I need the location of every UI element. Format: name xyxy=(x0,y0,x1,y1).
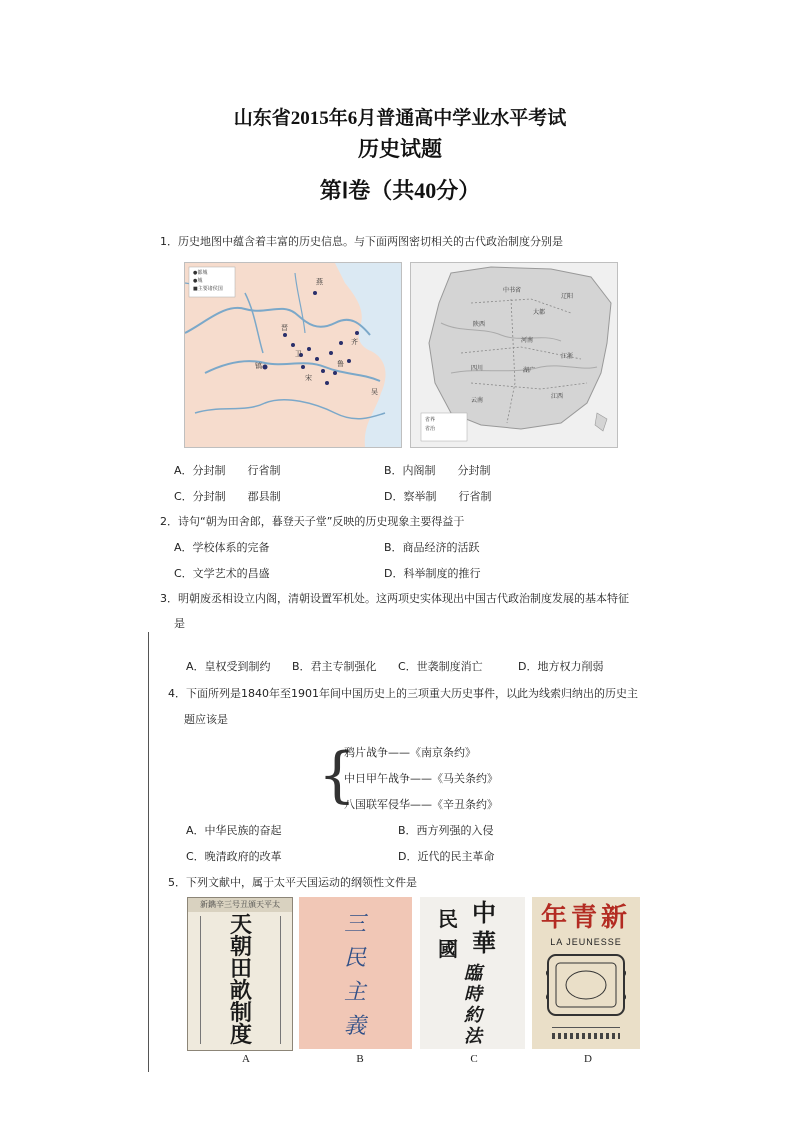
map-label: 燕 xyxy=(316,278,323,286)
book-a-char: 朝 xyxy=(229,934,252,959)
book-a-char: 田 xyxy=(229,956,252,981)
book-c-char: 臨 xyxy=(464,963,482,983)
q4-option-a: A．中华民族的奋起 xyxy=(186,824,282,837)
page-margin-line xyxy=(148,632,149,1072)
book-c-char: 中 xyxy=(472,901,496,927)
right-legend-item: 省界 xyxy=(425,417,436,423)
map-label: 镐 xyxy=(255,362,262,370)
book-d-title: 新青年 xyxy=(540,903,631,932)
map-label: 大都 xyxy=(533,309,546,316)
book-c-char: 華 xyxy=(472,931,496,957)
book-a-char: 天 xyxy=(229,912,252,937)
map-label: 云南 xyxy=(471,397,484,404)
map-label: 江西 xyxy=(551,393,564,400)
map-label: 辽阳 xyxy=(561,293,574,300)
brace: { xyxy=(318,740,357,810)
exam-title: 山东省2015年6月普通高中学业水平考试 xyxy=(233,108,567,129)
q2-option-a: A．学校体系的完备 xyxy=(174,541,270,554)
book-a-char: 畝 xyxy=(229,978,252,1003)
question-4-stem-line2: 题应该是 xyxy=(184,713,228,726)
q1-option-d: D．察举制 行省制 xyxy=(384,490,492,503)
right-legend-item: 省治 xyxy=(425,426,436,432)
book-b-char: 民 xyxy=(343,945,366,970)
event-item: 鸦片战争——《南京条约》 xyxy=(344,746,476,759)
question-5-stem: 5．下列文献中，属于太平天国运动的纲领性文件是 xyxy=(168,876,417,889)
q2-option-b: B．商品经济的活跃 xyxy=(384,541,480,554)
book-c-side-title: 民國 xyxy=(438,909,458,961)
map-western-zhou xyxy=(184,262,402,448)
book-d-subtitle: LA JEUNESSE xyxy=(550,937,622,947)
q3-option-b: B．君主专制强化 xyxy=(292,660,377,673)
left-legend-item: ■主要诸侯国 xyxy=(193,286,223,292)
map-label: 晋 xyxy=(281,324,288,332)
subject-title: 历史试题 xyxy=(358,137,442,161)
book-c-label: C xyxy=(470,1053,478,1065)
q1-option-c: C．分封制 郡县制 xyxy=(174,490,281,503)
map-label: 中书省 xyxy=(503,287,522,294)
book-cover-b xyxy=(299,897,412,1049)
question-2-stem: 2．诗句“朝为田舍郎，暮登天子堂”反映的历史现象主要得益于 xyxy=(160,515,465,528)
event-item: 中日甲午战争——《马关条约》 xyxy=(344,772,498,785)
map-label: 鲁 xyxy=(337,360,344,368)
question-4-stem-line1: 4．下面所列是1840年至1901年间中国历史上的三项重大历史事件，以此为线索归纳出的历史主 xyxy=(168,687,638,700)
book-b-char: 義 xyxy=(343,1013,366,1038)
q1-option-a: A．分封制 行省制 xyxy=(174,464,281,477)
q4-option-b: B．西方列强的入侵 xyxy=(398,824,494,837)
event-item: 八国联军侵华——《辛丑条约》 xyxy=(344,798,498,811)
book-cover-d xyxy=(532,897,640,1049)
q2-option-d: D．科举制度的推行 xyxy=(384,567,481,580)
map-label: 卫 xyxy=(295,350,302,358)
question-3-stem-line2: 是 xyxy=(174,617,185,630)
q4-option-c: C．晚清政府的改革 xyxy=(186,850,282,863)
q3-option-a: A．皇权受到制约 xyxy=(186,660,271,673)
map-label: 四川 xyxy=(471,365,484,372)
question-3-stem-line1: 3．明朝废丞相设立内阁，清朝设置军机处。这两项史实体现出中国古代政治制度发展的基本特征 xyxy=(160,592,629,605)
book-a-label: A xyxy=(242,1053,250,1065)
left-legend-item: ●都城 xyxy=(193,270,208,276)
map-label: 河南 xyxy=(521,337,534,344)
book-d-label: D xyxy=(584,1053,592,1065)
event-list xyxy=(344,740,498,818)
book-c-char: 約 xyxy=(464,1005,482,1025)
book-a-char: 制 xyxy=(229,1000,252,1025)
book-b-label: B xyxy=(356,1053,364,1065)
q3-option-d: D．地方权力削弱 xyxy=(518,660,604,673)
q4-option-d: D．近代的民主革命 xyxy=(398,850,495,863)
q1-option-b: B．内阁制 分封制 xyxy=(384,464,491,477)
question-1-stem: 1．历史地图中蕴含着丰富的历史信息。与下面两图密切相关的古代政治制度分别是 xyxy=(160,235,563,248)
q2-option-c: C．文学艺术的昌盛 xyxy=(174,567,270,580)
map-label: 陕西 xyxy=(473,321,486,328)
map-label: 江浙 xyxy=(561,353,574,360)
map-label: 齐 xyxy=(351,338,358,346)
map-label: 宋 xyxy=(305,374,312,382)
book-a-char: 度 xyxy=(229,1022,252,1047)
book-c-char: 時 xyxy=(464,984,482,1004)
book-a-banner: 新鐫辛三号丑頒天平太 xyxy=(188,898,292,912)
book-c-char: 法 xyxy=(464,1026,482,1046)
book-b-char: 三 xyxy=(343,911,366,936)
q3-option-c: C．世袭制度消亡 xyxy=(398,660,483,673)
map-yuan-provinces xyxy=(410,262,618,448)
book-b-char: 主 xyxy=(343,979,366,1004)
left-legend-item: ●城 xyxy=(193,278,203,284)
section-title: 第Ⅰ卷（共40分） xyxy=(319,178,481,203)
map-label: 吴 xyxy=(371,388,378,396)
book-d-ornament xyxy=(546,953,626,1017)
book-cover-a xyxy=(187,897,293,1051)
map-label: 湖广 xyxy=(523,367,536,374)
book-cover-c xyxy=(420,897,525,1049)
